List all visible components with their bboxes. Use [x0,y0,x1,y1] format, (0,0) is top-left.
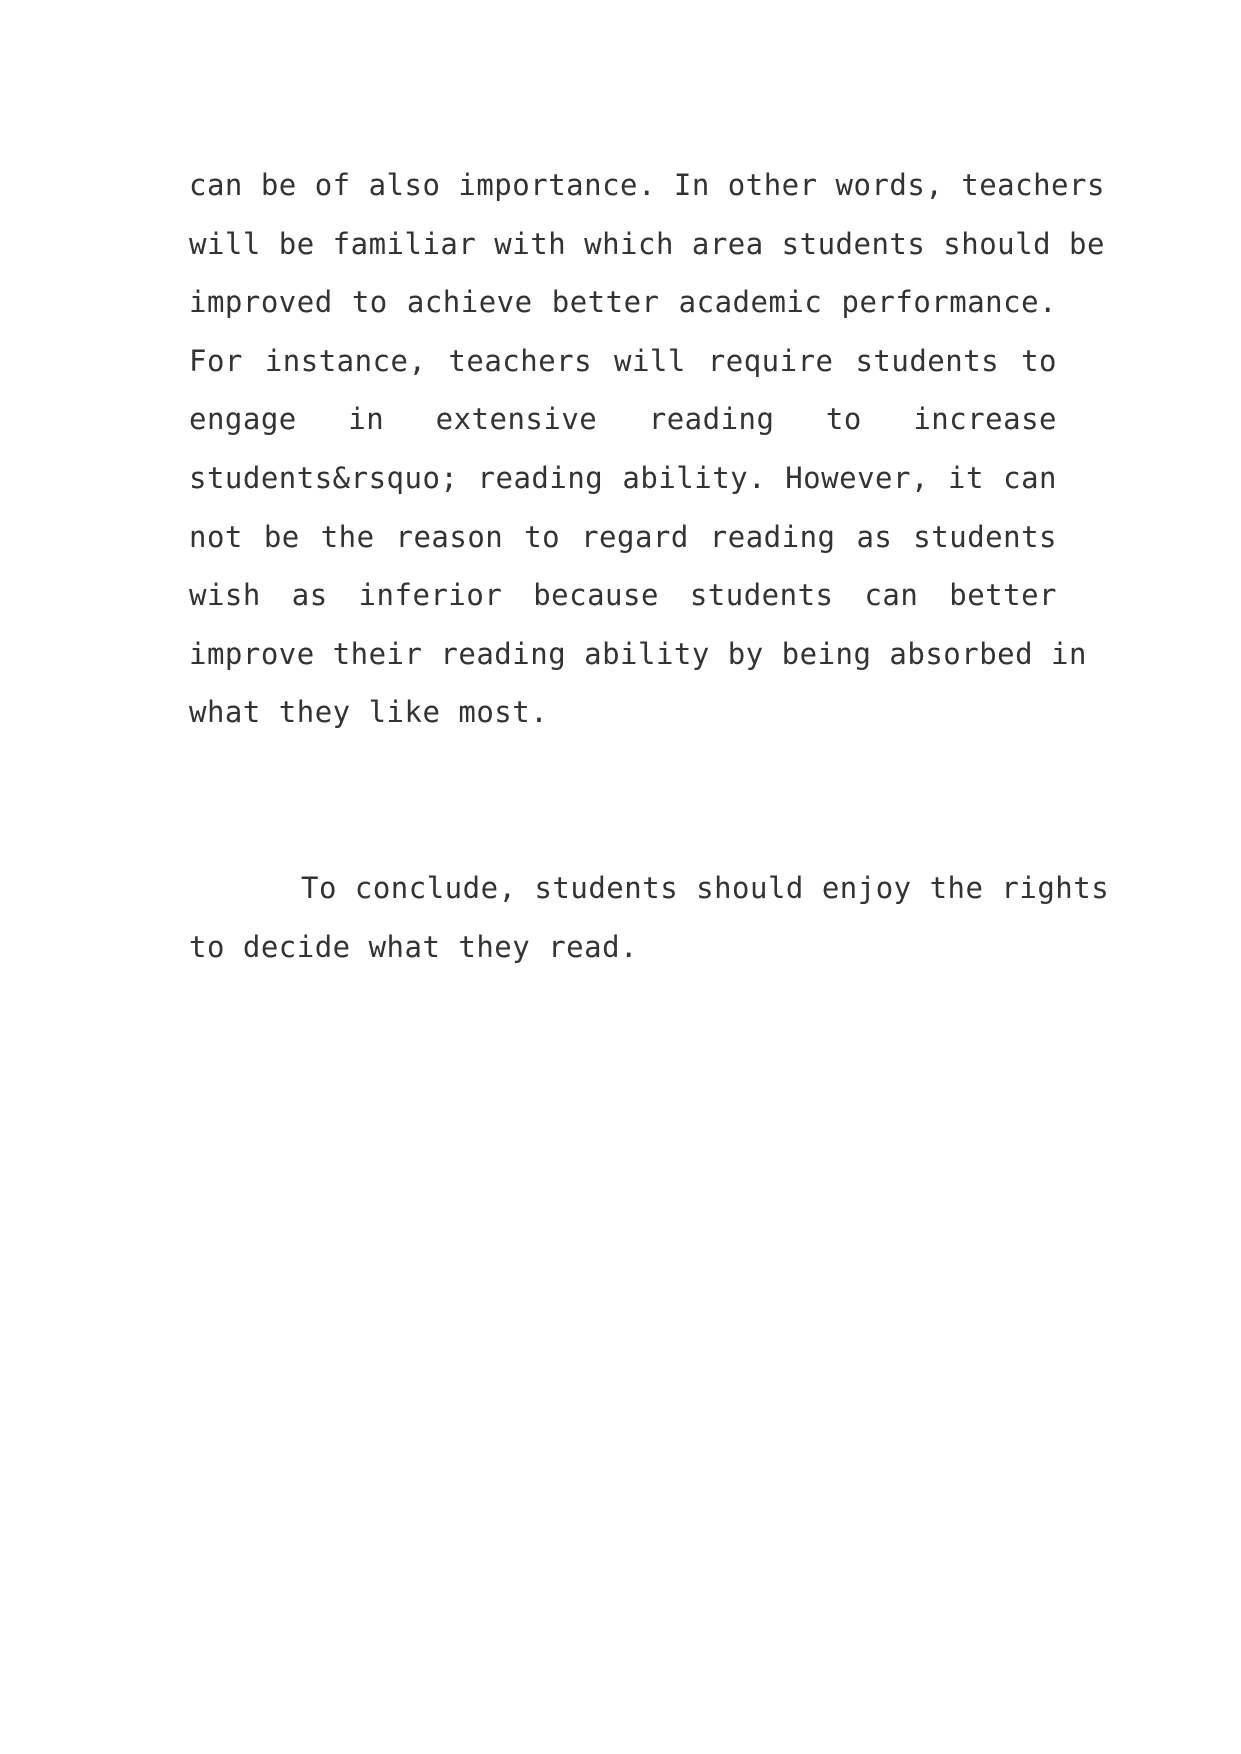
paragraph-gap [189,742,1057,859]
text-line: can be of also importance. In other words, teachers [189,168,1105,202]
text-line: improved to achieve better academic performance. [189,285,1057,320]
text-line: wish as inferior because students can better [189,578,1057,613]
text-line: For instance, teachers will require students to [189,343,1057,378]
text-line: To conclude, students should enjoy the rights [301,870,1110,905]
text-line: improve their reading ability by being absorbed in [189,636,1087,671]
document-body [189,156,1110,976]
paragraph-conclusion [189,859,1110,976]
text-line: not be the reason to regard reading as students [189,519,1057,554]
text-line: engage in extensive reading to increase [189,402,1057,437]
text-line: students&rsquo; reading ability. However, it can [189,460,1057,495]
text-line: what they like most. [189,695,549,730]
text-line: will be familiar with which area students should be [189,226,1105,261]
text-line: to decide what they read. [189,929,638,964]
paragraph-reading-ability [189,156,1105,742]
